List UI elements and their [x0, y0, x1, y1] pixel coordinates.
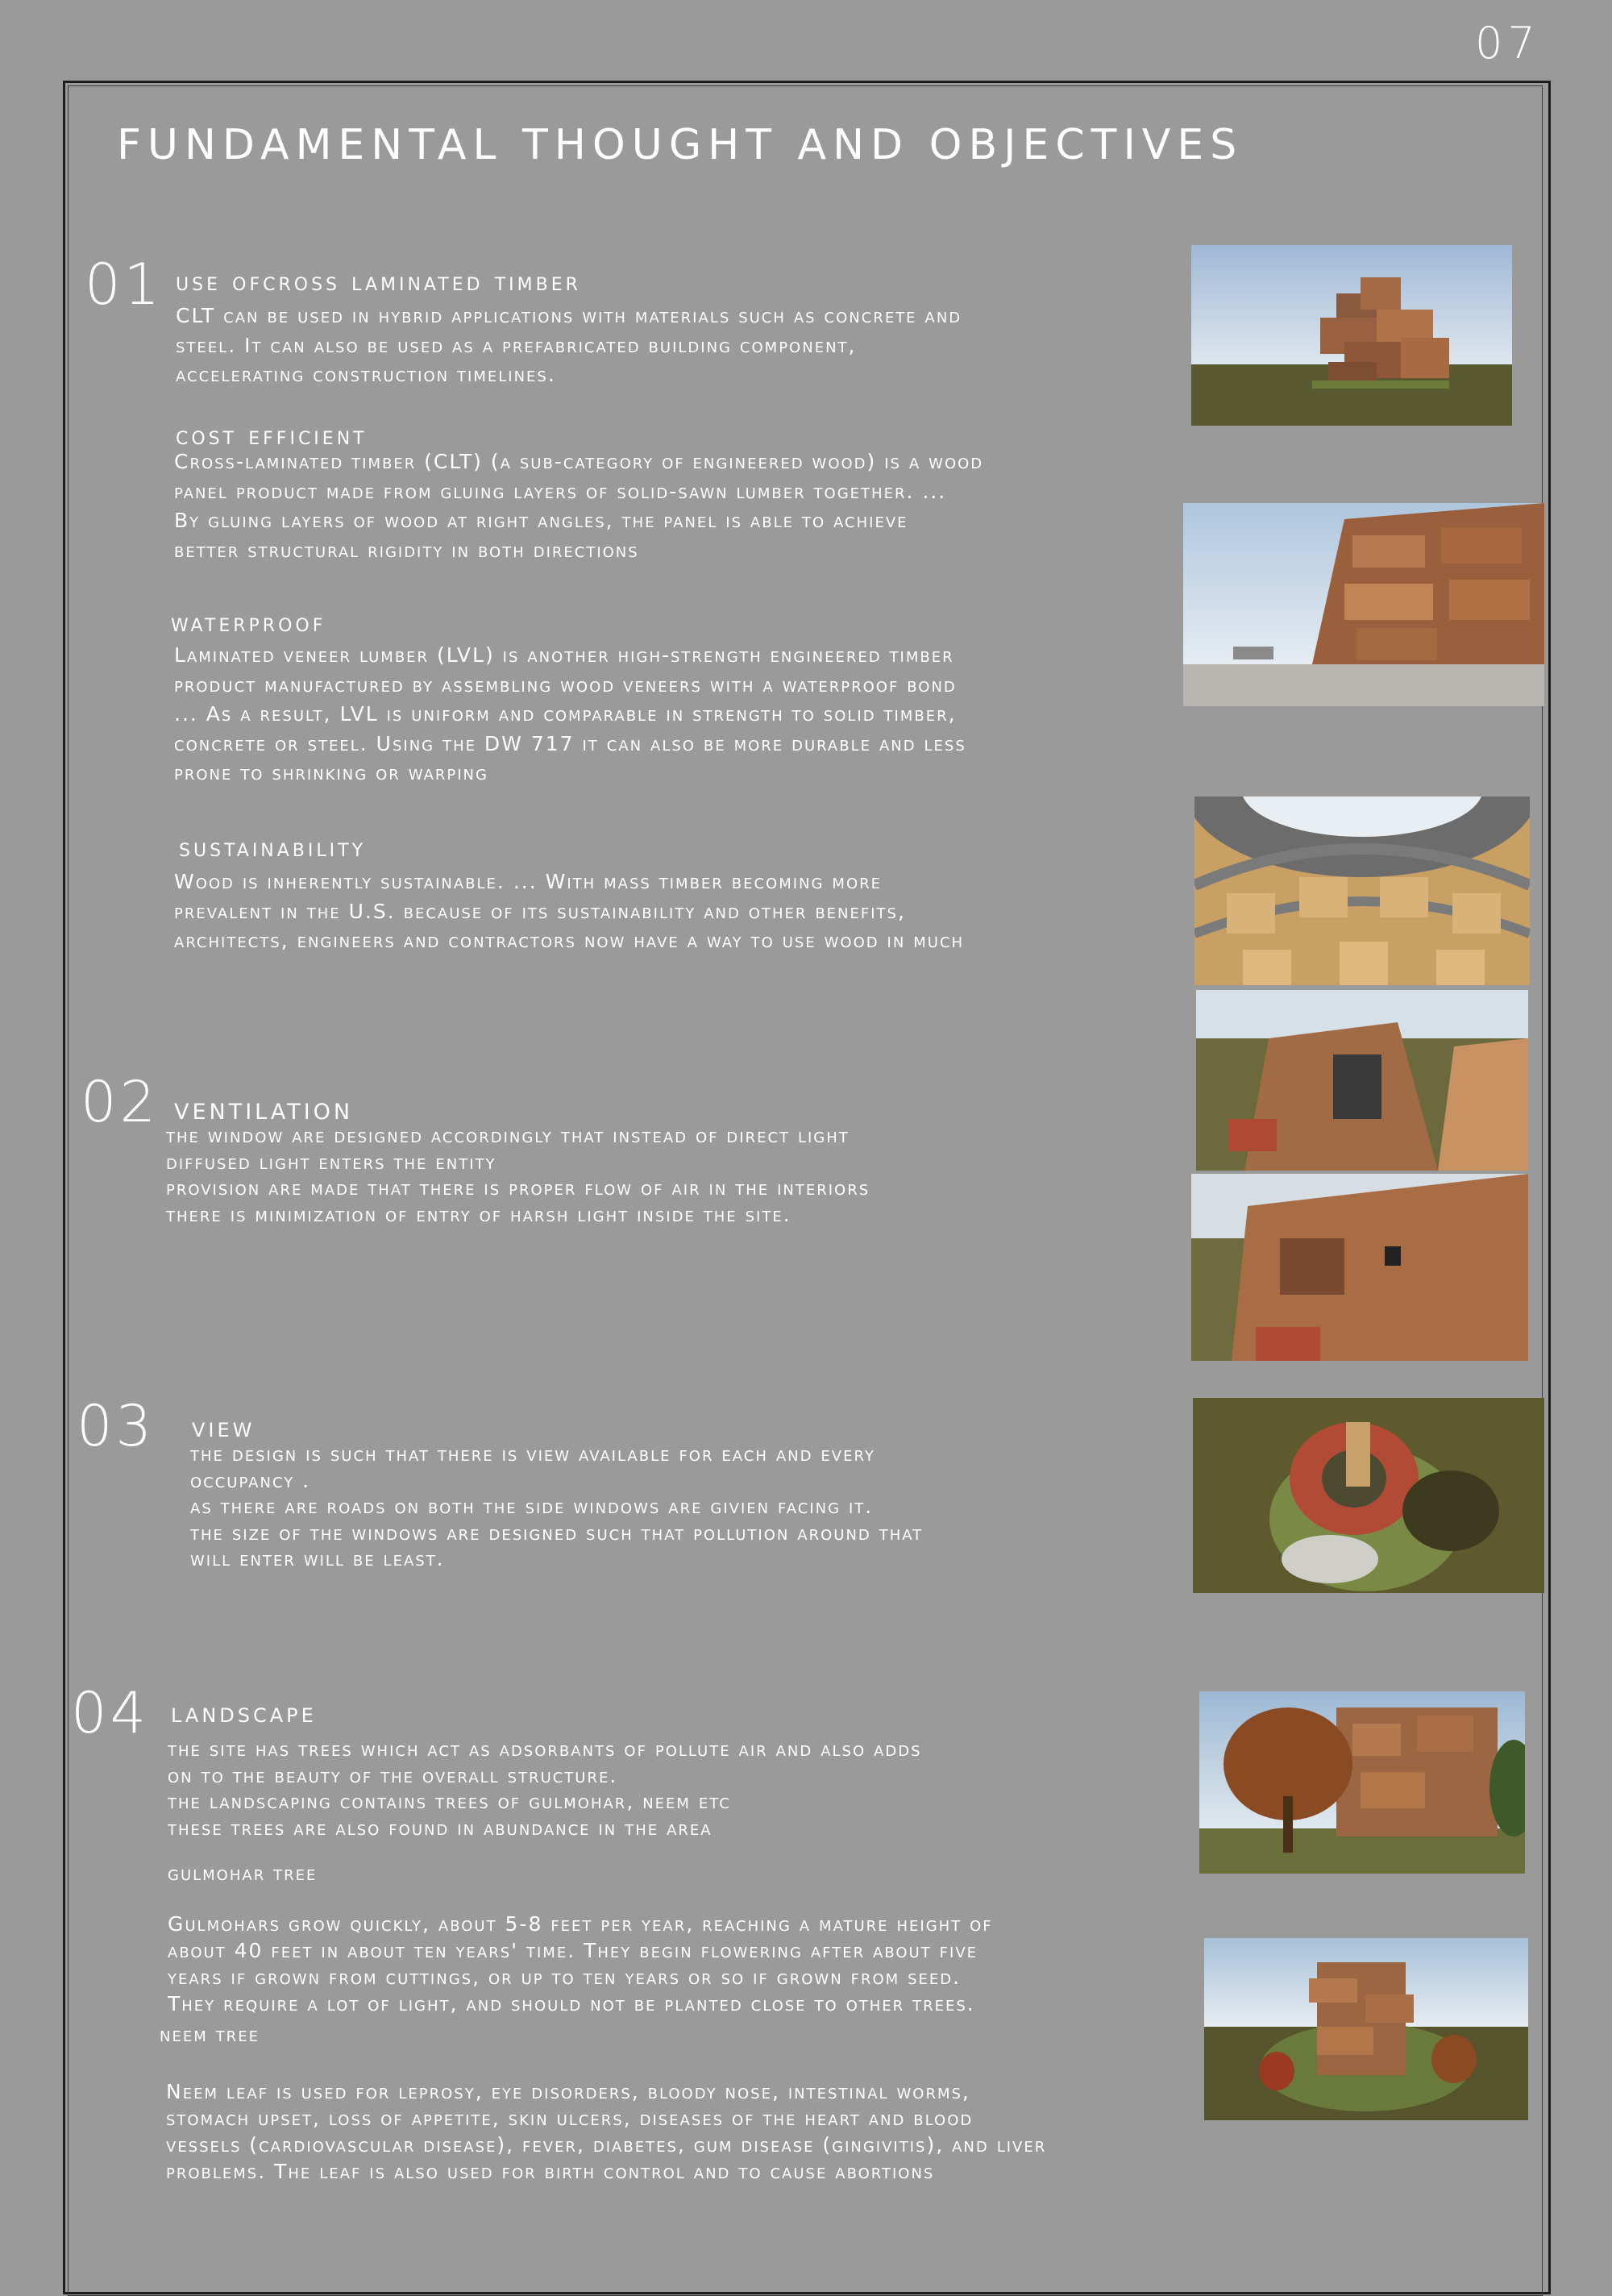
render-image-landscape-trees: [1199, 1691, 1525, 1874]
render-image-courtyard: [1194, 797, 1530, 985]
body-neem: Neem leaf is used for leprosy, eye disorders, bloody nose, intestinal worms, stomach upset, loss of appetite, skin ulcers, diseases of the heart and blood vessels (cardiovascular disease), fever, diabetes, gum disease (gingivitis), and liver problems. The leaf is also used for birth control and to cause abortions: [166, 2080, 1047, 2183]
section-heading-view: view: [192, 1412, 256, 1444]
section-number-04: 04: [71, 1680, 150, 1746]
body-sustainability: Wood is inherently sustainable. ... With mass timber becoming more prevalent in the U.S. because of its sustainability and other benefits, architects, engineers and contractors now have a way to use wood in much: [174, 870, 965, 952]
section-heading-ventilation: ventilation: [174, 1091, 354, 1126]
section-body-landscape: the site has trees which act as adsorbants of pollute air and also adds on to the beauty of the overall structure. the landscaping contains trees of gulmohar, neem etc these trees are also found in abundance in the area: [168, 1737, 922, 1840]
render-image-clt-building: [1191, 245, 1512, 426]
subheading-waterproof: waterproof: [171, 607, 326, 638]
render-image-site-perspective: [1204, 1938, 1528, 2120]
body-waterproof: Laminated veneer lumber (LVL) is another high-strength engineered timber product manufactured by assembling wood veneers with a waterproof bond ... As a result, LVL is uniform and comparable in strength to solid timber, concrete or steel. Using the DW 717 it can also be more durable and less prone to shrinking or warping: [174, 643, 966, 784]
section-heading-landscape: landscape: [171, 1697, 317, 1729]
subheading-neem: neem tree: [160, 2023, 260, 2046]
section-number-03: 03: [77, 1393, 156, 1459]
body-gulmohar: Gulmohars grow quickly, about 5-8 feet per year, reaching a mature height of about 40 feet in about ten years' time. They begin flowering after about five years if grown from cuttings, or up to ten years or so if grown from seed. They require a lot of light, and should not be planted close to other trees.: [168, 1912, 993, 2015]
section-body-ventilation: the window are designed accordingly that instead of direct light diffused light enters the entity provision are made that there is proper flow of air in the interiors there is minimization of entry of harsh light inside the site.: [166, 1124, 870, 1226]
render-image-facade-corner: [1196, 990, 1528, 1171]
subheading-sustainability: sustainability: [179, 832, 367, 863]
page-number: 07: [1475, 18, 1540, 69]
render-image-aerial-circular: [1193, 1398, 1544, 1593]
section-body-view: the design is such that there is view available for each and every occupancy . as there are roads on both the side windows are givien facing it. the size of the windows are designed such that pollution around that will enter will be least.: [190, 1442, 924, 1570]
section-heading-clt: use ofcross laminated timber: [176, 266, 581, 297]
subheading-cost-efficient: cost efficient: [176, 420, 368, 451]
section-number-02: 02: [81, 1069, 160, 1135]
page-title: FUNDAMENTAL THOUGHT AND OBJECTIVES: [117, 121, 1244, 169]
body-cost-efficient: Cross-laminated timber (CLT) (a sub-category of engineered wood) is a wood panel product made from gluing layers of solid-sawn lumber together. ... By gluing layers of wood at right angles, the panel is able to achieve better structural rigidity in both directions: [174, 450, 984, 562]
render-image-street-view: [1183, 503, 1544, 706]
render-image-window-detail: [1191, 1174, 1528, 1361]
subheading-gulmohar: gulmohar tree: [168, 1861, 318, 1885]
section-number-01: 01: [85, 252, 164, 318]
section-body-clt: CLT can be used in hybrid applications with materials such as concrete and steel. It can also be used as a prefabricated building component, accelerating construction timelines.: [176, 304, 962, 386]
